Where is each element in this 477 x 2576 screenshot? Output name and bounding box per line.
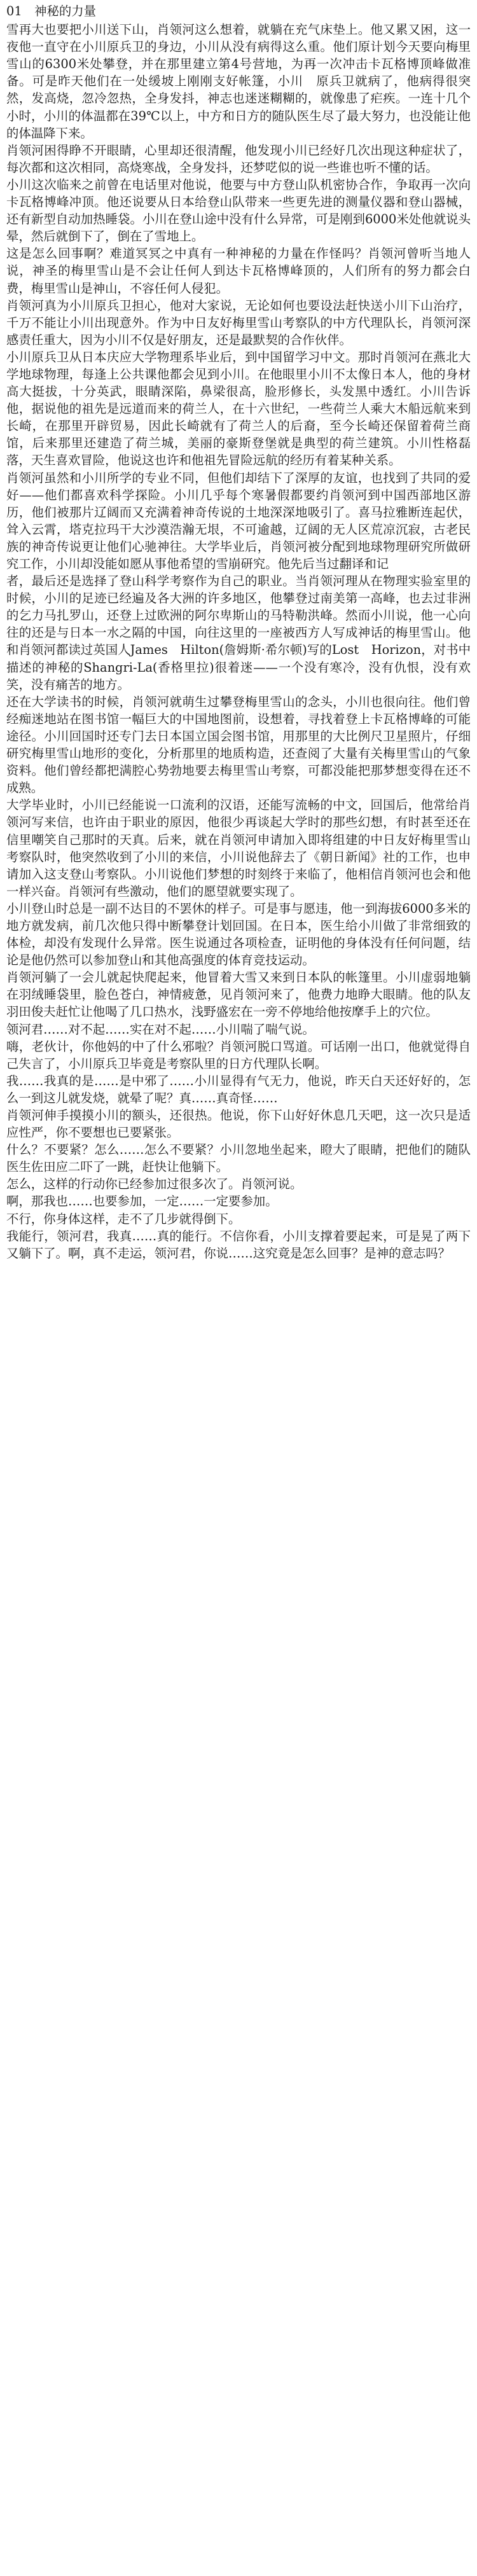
document-page <box>0 0 477 1262</box>
paragraph-9: 还在大学读书的时候，肖领河就萌生过攀登梅里雪山的念头，小川也很向往。他们曾经痴迷地站在图书馆一幅巨大的中国地图前，设想着，寻找着登上卡瓦格博峰的可能途径。小川回国时还专门去日本国立国会图书馆，用那里的大比例尺卫星照片，仔细研究梅里雪山地形的变化，分析那里的地质构造，还查阅了大量有关梅里雪山的气象资料。他们曾经都把满腔心势勃地要去梅里雪山考察，可都没能把那梦想变得在还不成熟。 <box>6 694 471 796</box>
paragraph-14: 嗨，老伙计，你他妈的中了什么邪啦？肖领河脱口骂道。可话刚一出口，他就觉得自己失言了，小川原兵卫毕竟是考察队里的日方代理队长啊。 <box>6 1039 471 1071</box>
chapter-title: 01 神秘的力量 <box>6 4 97 18</box>
paragraph-2: 肖领河困得睁不开眼睛，心里却还很清醒，他发现小川已经好几次出现这种症状了，每次都和这次相同，高烧寒战，全身发抖，还梦呓似的说一些谁也听不懂的话。 <box>6 142 471 175</box>
paragraph-8: 者，最后还是选择了登山科学考察作为自己的职业。当肖领河理从在物理实验室里的时候，小川的足迹已经遍及各大洲的许多地区，他攀登过南美第一高峰，也去过非洲的乞力马扎罗山，还登上过欧洲的阿尔卑斯山的马特勒洪峰。然而小川说，他一心向往的还是与日本一水之隔的中国，向往这里的一座被西方人写成神话的梅里雪山。他和肖领河都读过英国人James Hilton(詹姆斯·希尔顿)写的Lost Horizon，对书中描述的神秘的Shangri-La(香格里拉)很着迷——一个没有寒冷，没有仇恨，没有欢笑，没有痛苦的地方。 <box>6 574 471 692</box>
paragraph-16: 肖领河伸手摸摸小川的额头，还很热。他说，你下山好好休息几天吧，这一次只是适应性严，你不要想也已要紧张。 <box>6 1108 471 1140</box>
paragraph-12: 肖领河躺了一会儿就起快爬起来，他冒着大雪又来到日本队的帐篷里。小川虚弱地躺在羽绒睡袋里，脸色苍白，神情疲惫，见肖领河来了，他费力地睁大眼睛。他的队友羽田俊夫赶忙让他喝了几口热水，浅野盛宏在一旁不停地给他按摩手上的穴位。 <box>6 970 471 1020</box>
paragraph-6: 小川原兵卫从日本庆应大学物理系毕业后，到中国留学习中文。那时肖领河在燕北大学地球物理，每逢上公共课他都会见到小川。在他眼里小川不太像日本人，他的身材高大挺拔，十分英武，眼睛深陷，鼻梁很高，脸形修长，头发黑中透红。小川告诉他，据说他的祖先是远道而来的荷兰人，在十六世纪，一些荷兰人乘大木船远航来到长崎，在那里开辟贸易，因此长崎就有了荷兰人的后裔，至今长崎还保留着荷兰商馆，后来那里还建造了荷兰城，美丽的豪斯登堡就是典型的荷兰建筑。小川性格磊落，天生喜欢冒险，他说这也许和他祖先冒险远航的经历有着某种关系。 <box>6 349 471 468</box>
paragraph-13: 领河君……对不起……实在对不起……小川喘了喘气说。 <box>6 1021 315 1037</box>
paragraph-10: 大学毕业时，小川已经能说一口流利的汉语，还能写流畅的中文，回国后，他常给肖领河写来信，也许由于职业的原因，他很少再谈起大学时的那些幻想，有时甚至还在信里嘲笑自己那时的天真。后来，就在肖领河申请加入即将组建的中日友好梅里雪山考察队时，他突然收到了小川的来信，小川说他辞去了《朝日新闻》社的工作，也申请加入这支登山考察队。小川说他们梦想的时刻终于来临了，他相信肖领河也会和他一样兴奋。肖领河有些激动，他们的愿望就要实现了。 <box>6 798 471 899</box>
paragraph-15: 我……我真的是……是中邪了……小川显得有气无力，他说，昨天白天还好好的，怎么一到这儿就发烧，就晕了呢？真……真奇怪…… <box>6 1073 471 1105</box>
paragraph-17: 什么？不要紧？怎么……怎么不要紧？小川忽地坐起来，瞪大了眼睛，把他们的随队医生佐田应二吓了一跳，赶快让他躺下。 <box>6 1142 471 1175</box>
paragraph-20: 不行，你身体这样，走不了几步就得倒下。 <box>6 1211 241 1226</box>
paragraph-11: 小川登山时总是一副不达目的不罢休的样子。可是事与愿违，他一到海拔6000多米的地方就发病，前几次他只得中断攀登计划回国。在日本，医生给小川做了非常细致的体检，却没有发现什么异常。医生说通过各项检查，证明他的身体没有任何问题，结论是他仍然可以参加登山和其他高强度的体育竞技运动。 <box>6 901 471 968</box>
paragraph-1: 雪再大也要把小川送下山，肖领河这么想着，就躺在充气床垫上。他又累又困，这一夜他一直守在小川原兵卫的身边，小川从没有病得这么重。他们原计划今天要向梅里雪山的6300米处攀登，并在那里建立第4号营地，为再一次冲击卡瓦格博顶峰做准备。可是昨天他们在一处缓坡上刚刚支好帐篷，小川 原兵卫就病了，他病得很突然，发高烧，忽冷忽热，全身发抖，神志也迷迷糊糊的，就像患了疟疾。一连十几个小时，小川的体温都在39℃以上，中方和日方的随队医生尽了最大努力，也没能让他的体温降下来。 <box>6 22 471 141</box>
paragraph-4: 这是怎么回事啊？难道冥冥之中真有一种神秘的力量在作怪吗？肖领河曾听当地人说，神圣的梅里雪山是不会让任何人到达卡瓦格博峰顶的，人们所有的努力都会白费，梅里雪山是神山，不容任何人侵犯。 <box>6 246 471 296</box>
paragraph-5: 肖领河真为小川原兵卫担心，他对大家说，无论如何也要设法赶快送小川下山治疗，千万不能让小川出现意外。作为中日友好梅里雪山考察队的中方代理队长，肖领河深感责任重大，因为小川不仅是好朋友，还是最默契的合作伙伴。 <box>6 298 471 347</box>
paragraph-7: 肖领河虽然和小川所学的专业不同，但他们却结下了深厚的友谊，也找到了共同的爱好——他们都喜欢科学探险。小川几乎每个寒暑假都要约肖领河到中国西部地区游历，他们被那片辽阔而又充满着神奇传说的土地深深地吸引了。喜马拉雅断连起伏，耸入云霄，塔克拉玛干大沙漠浩瀚无垠，不可逾越，辽阔的无人区荒凉沉寂，古老民族的神奇传说更让他们心驰神往。大学毕业后，肖领河被分配到地球物理研究所做研究工作，小川却没能如愿从事他希望的雪崩研究。他先后当过翻译和记 <box>6 470 471 571</box>
paragraph-19: 啊，那我也……也要参加，一定……一定要参加。 <box>6 1194 278 1209</box>
paragraph-3: 小川这次临来之前曾在电话里对他说，他要与中方登山队机密协合作，争取再一次向卡瓦格博峰冲顶。他还说要从日本给登山队带来一些更先进的测量仪器和登山器械，还有新型自动加热睡袋。小川在登山途中没有什么异常，可是刚到6000米处他就说头晕，然后就倒下了，倒在了雪地上。 <box>6 177 471 244</box>
paragraph-21: 我能行，领河君，我真……真的能行。不信你看，小川支撑着要起来，可是晃了两下又躺下了。啊，真不走运，领河君，你说……这究竟是怎么回事？是神的意志吗？ <box>6 1228 471 1261</box>
paragraph-18: 怎么，这样的行动你已经参加过很多次了。肖领河说。 <box>6 1177 303 1192</box>
